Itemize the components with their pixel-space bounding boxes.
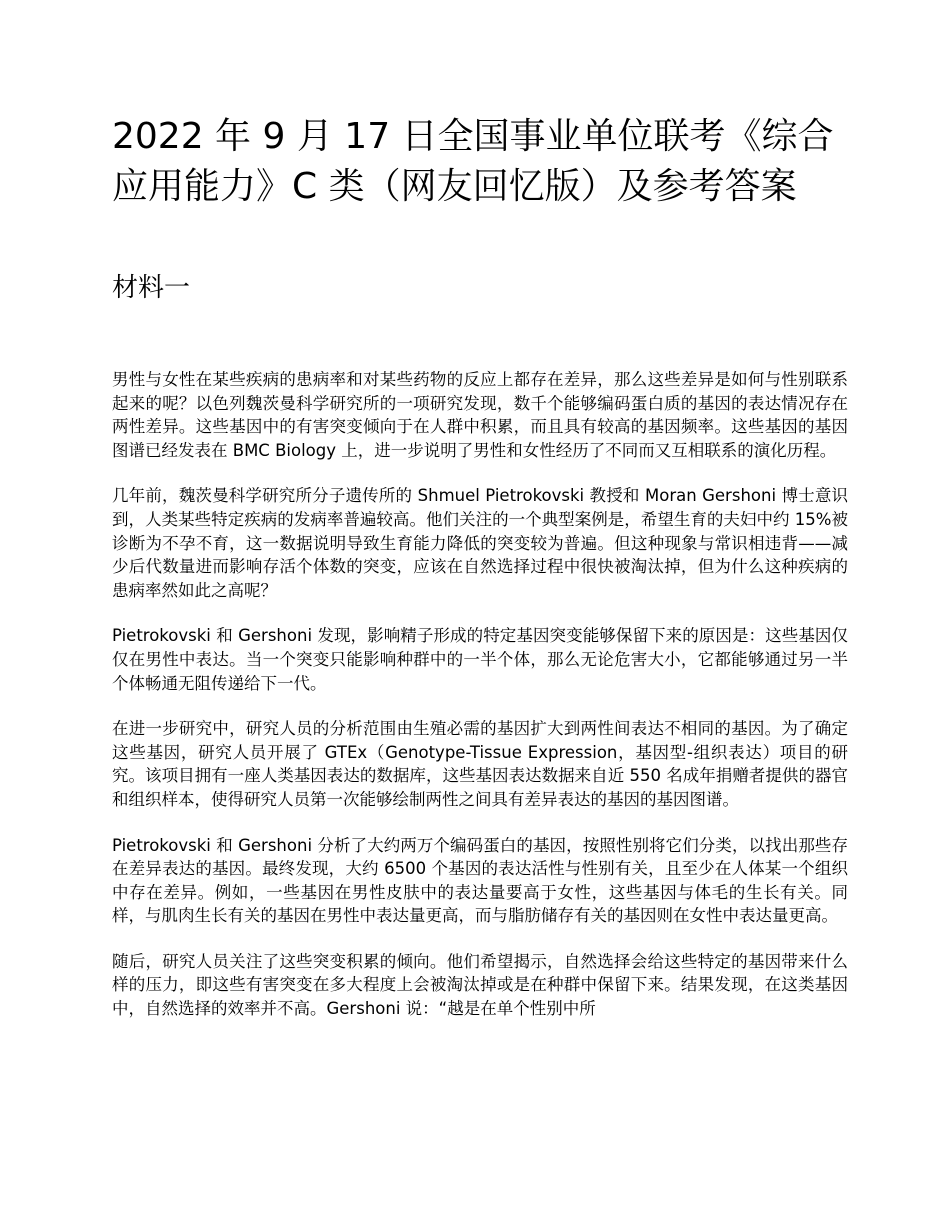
section-heading: 材料一	[112, 273, 191, 303]
paragraph-4: 在进一步研究中，研究人员的分析范围由生殖必需的基因扩大到两性间表达不相同的基因。为了确定这些基因，研究人员开展了 GTEx（Genotype-Tissue Expression，基因型-组织表达）项目的研究。该项目拥有一座人类基因表达的数据库，这些基因表达数据来自近 550 名成年捐赠者提供的器官和组织样本，使得研究人员第一次能够绘制两性之间具有差异表达的基因的基因图谱。	[112, 719, 848, 809]
paragraph-1: 男性与女性在某些疾病的患病率和对某些药物的反应上都存在差异，那么这些差异是如何与性别联系起来的呢？以色列魏茨曼科学研究所的一项研究发现，数千个能够编码蛋白质的基因的表达情况存在两性差异。这些基因中的有害突变倾向于在人群中积累，而且具有较高的基因频率。这些基因的基因图谱已经发表在 BMC Biology 上，进一步说明了男性和女性经历了不同而又互相联系的演化历程。	[112, 370, 848, 460]
document-title: 2022 年 9 月 17 日全国事业单位联考《综合应用能力》C 类（网友回忆版）及参考答案	[112, 116, 834, 207]
paragraph-2: 几年前，魏茨曼科学研究所分子遗传所的 Shmuel Pietrokovski 教授和 Moran Gershoni 博士意识到，人类某些特定疾病的发病率普遍较高。他们关注的一个典型案例是，希望生育的夫妇中约 15%被诊断为不孕不育，这一数据说明导致生育能力降低的突变较为普遍。但这种现象与常识相违背——减少后代数量进而影响存活个体数的突变，应该在自然选择过程中很快被淘汰掉，但为什么这种疾病的患病率然如此之高呢？	[112, 486, 848, 600]
document-body	[112, 368, 848, 1043]
paragraph-3: Pietrokovski 和 Gershoni 发现，影响精子形成的特定基因突变能够保留下来的原因是：这些基因仅仅在男性中表达。当一个突变只能影响种群中的一半个体，那么无论危害大小，它都能够通过另一半个体畅通无阻传递给下一代。	[112, 626, 848, 693]
paragraph-5: Pietrokovski 和 Gershoni 分析了大约两万个编码蛋白的基因，按照性别将它们分类，以找出那些存在差异表达的基因。最终发现，大约 6500 个基因的表达活性与性别有关，且至少在人体某一个组织中存在差异。例如，一些基因在男性皮肤中的表达量要高于女性，这些基因与体毛的生长有关。同样，与肌肉生长有关的基因在男性中表达量更高，而与脂肪储存有关的基因则在女性中表达量更高。	[112, 835, 848, 926]
paragraph-6: 随后，研究人员关注了这些突变积累的倾向。他们希望揭示，自然选择会给这些特定的基因带来什么样的压力，即这些有害突变在多大程度上会被淘汰掉或是在种群中保留下来。结果发现，在这类基因中，自然选择的效率并不高。Gershoni 说：“越是在单个性别中所	[112, 951, 848, 1019]
